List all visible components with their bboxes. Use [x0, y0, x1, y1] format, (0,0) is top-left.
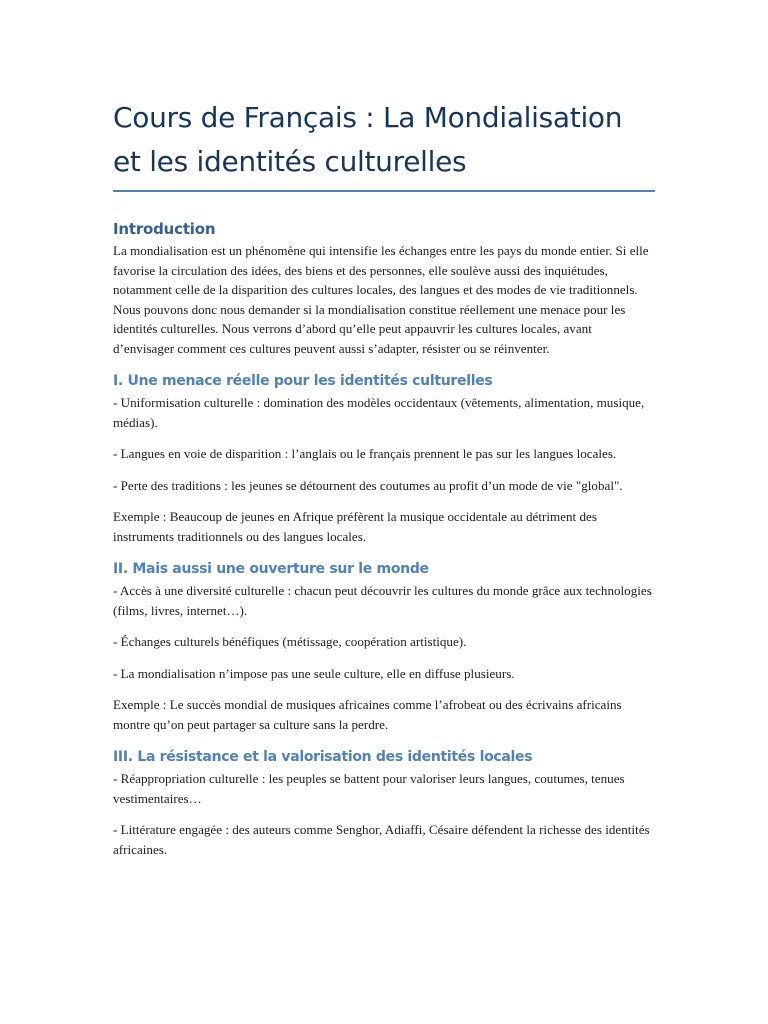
section-2-heading: II. Mais aussi une ouverture sur le monde [113, 561, 429, 577]
section-1-paragraph: - Perte des traditions : les jeunes se détournent des coutumes au profit d’un mode de vie "global". [113, 477, 623, 493]
introduction-heading: Introduction [113, 220, 216, 238]
section-2-paragraph: - Échanges culturels bénéfiques (métissage, coopération artistique). [113, 634, 467, 649]
section-1-example: Exemple : Beaucoup de jeunes en Afrique préfèrent la musique occidentale au détriment des instruments traditionnels ou des langues locales. [113, 509, 597, 544]
section-1 [113, 370, 655, 546]
section-3-heading: III. La résistance et la valorisation des identités locales [113, 749, 533, 765]
section-1-paragraph: - Langues en voie de disparition : l’anglais ou le français prennent le pas sur les langues locales. [113, 446, 617, 461]
section-1-paragraph: - Uniformisation culturelle : domination des modèles occidentaux (vêtements, alimentation, musique, médias). [113, 395, 645, 430]
section-3-paragraph: - Littérature engagée : des auteurs comme Senghor, Adiaffi, Césaire défendent la richesse des identités africaines. [113, 822, 650, 857]
section-2-paragraph: - La mondialisation n’impose pas une seule culture, elle en diffuse plusieurs. [113, 665, 515, 681]
section-2-example: Exemple : Le succès mondial de musiques africaines comme l’afrobeat ou des écrivains africains montre qu’on peut partager sa culture sans la perdre. [113, 697, 622, 732]
section-3 [113, 746, 655, 859]
section-3-paragraph: - Réappropriation culturelle : les peuples se battent pour valoriser leurs langues, coutumes, tenues vestimentaires… [113, 771, 625, 806]
title-underline-rule [113, 190, 655, 192]
document-title: Cours de Français : La Mondialisation et les identités culturelles [113, 101, 623, 178]
introduction-section [113, 218, 655, 358]
section-2-paragraph: - Accès à une diversité culturelle : chacun peut découvrir les cultures du monde grâce aux technologies (films, livres, internet…). [113, 583, 652, 618]
section-1-heading: I. Une menace réelle pour les identités culturelles [113, 373, 493, 389]
document-page [113, 96, 655, 859]
introduction-paragraph: La mondialisation est un phénomène qui intensifie les échanges entre les pays du monde entier. Si elle favorise la circulation des idées, des biens et des personnes, elle soulève aussi des inquiétudes, notamment celle de la disparition des cultures locales, des langues et des modes de vie traditionnels. Nous pouvons donc nous demander si la mondialisation constitue réellement une menace pour les identités culturelles. Nous verrons d’abord qu’elle peut appauvrir les cultures locales, avant d’envisager comment ces cultures peuvent aussi s’adapter, résister ou se réinventer. [113, 243, 649, 356]
section-2 [113, 558, 655, 734]
